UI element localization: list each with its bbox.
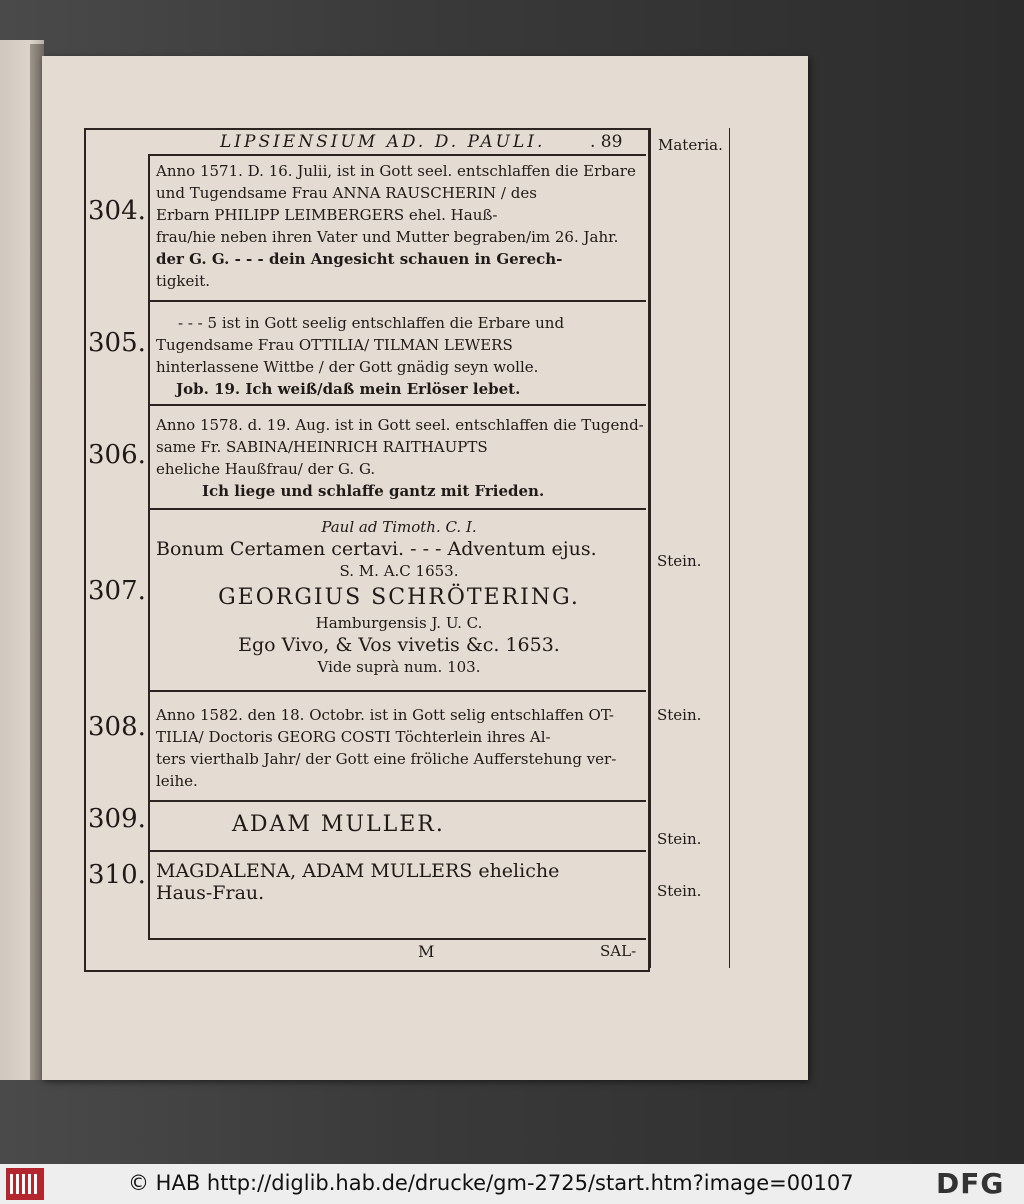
text-line: Ich liege und schlaffe gantz mit Frieden. xyxy=(202,482,545,500)
text-line: und Tugendsame Frau ANNA RAUSCHERIN / des xyxy=(156,184,537,202)
entry-309-text xyxy=(232,810,632,840)
text-line: ters vierthalb Jahr/ der Gott eine fröliche Aufferstehung ver- xyxy=(156,750,617,768)
running-header xyxy=(150,130,650,156)
text-line: Vide suprà num. 103. xyxy=(317,658,481,676)
entry-number: 309. xyxy=(88,804,146,834)
text-line: - - - 5 ist in Gott seelig entschlaffen die Erbare und xyxy=(178,314,565,332)
dfg-logo: DFG xyxy=(936,1167,1005,1200)
rule-bottom xyxy=(150,938,646,940)
catchword: SAL- xyxy=(600,942,637,960)
rule-309 xyxy=(150,850,646,852)
page-number: . 89 xyxy=(590,132,623,152)
text-line: Hamburgensis J. U. C. xyxy=(315,614,483,632)
text-line: S. M. A.C 1653. xyxy=(339,562,459,580)
text-line: Erbarn PHILIPP LEIMBERGERS ehel. Hauß- xyxy=(156,206,498,224)
entry-number: 308. xyxy=(88,712,146,742)
entry-number: 304. xyxy=(88,196,146,226)
entry-305-text xyxy=(156,312,644,400)
text-line: Paul ad Timoth. C. I. xyxy=(321,518,477,536)
entry-number: 305. xyxy=(88,328,146,358)
entry-310-text xyxy=(156,860,644,904)
credit-link[interactable]: © HAB http://diglib.hab.de/drucke/gm-2725/start.htm?image=00107 xyxy=(128,1171,854,1195)
text-line: eheliche Haußfrau/ der G. G. xyxy=(156,460,376,478)
material-label: Stein. xyxy=(657,552,702,570)
text-line: Bonum Certamen certavi. - - - Adventum ejus. xyxy=(156,538,597,560)
text-line: leihe. xyxy=(156,772,198,790)
text-line: GEORGIUS SCHRÖTERING. xyxy=(218,585,580,610)
signature-mark: M xyxy=(418,942,435,961)
running-title: LIPSIENSIUM AD. D. PAULI. xyxy=(220,132,546,152)
rule-307 xyxy=(150,690,646,692)
text-line: frau/hie neben ihren Vater und Mutter begraben/im 26. Jahr. xyxy=(156,228,619,246)
rule-top xyxy=(150,154,646,156)
material-label: Stein. xyxy=(657,706,702,724)
text-line: tigkeit. xyxy=(156,272,210,290)
entry-306-text xyxy=(156,414,644,502)
entry-308-text xyxy=(156,704,644,792)
hab-logo-icon xyxy=(6,1168,44,1200)
entry-304-text xyxy=(156,160,644,292)
entry-number: 307. xyxy=(88,576,146,606)
text-line: Tugendsame Frau OTTILIA/ TILMAN LEWERS xyxy=(156,336,513,354)
number-column-rule xyxy=(148,154,150,940)
material-label: Stein. xyxy=(657,882,702,900)
material-label: Stein. xyxy=(657,830,702,848)
rule-306 xyxy=(150,508,646,510)
text-line: Job. 19. Ich weiß/daß mein Erlöser lebet. xyxy=(176,380,521,398)
text-line: Ego Vivo, & Vos vivetis &c. 1653. xyxy=(238,634,560,656)
text-line: Anno 1571. D. 16. Julii, ist in Gott seel. entschlaffen die Erbare xyxy=(156,162,636,180)
credit-bar xyxy=(0,1164,1024,1204)
text-line: der G. G. - - - dein Angesicht schauen in Gerech- xyxy=(156,250,563,268)
text-line: same Fr. SABINA/HEINRICH RAITHAUPTS xyxy=(156,438,488,456)
rule-305 xyxy=(150,404,646,406)
entry-307-text xyxy=(152,516,646,678)
text-line: ADAM MULLER. xyxy=(232,812,445,837)
rule-308 xyxy=(150,800,646,802)
entry-number: 310. xyxy=(88,860,146,890)
text-line: Haus-Frau. xyxy=(156,882,265,904)
margin-heading: Materia. xyxy=(658,136,723,154)
entry-number: 306. xyxy=(88,440,146,470)
text-line: Anno 1582. den 18. Octobr. ist in Gott selig entschlaffen OT- xyxy=(156,706,614,724)
text-line: TILIA/ Doctoris GEORG COSTI Töchterlein ihres Al- xyxy=(156,728,551,746)
text-line: MAGDALENA, ADAM MULLERS eheliche xyxy=(156,860,560,882)
text-line: hinterlassene Wittbe / der Gott gnädig seyn wolle. xyxy=(156,358,539,376)
rule-304 xyxy=(150,300,646,302)
text-line: Anno 1578. d. 19. Aug. ist in Gott seel. entschlaffen die Tugend- xyxy=(156,416,644,434)
